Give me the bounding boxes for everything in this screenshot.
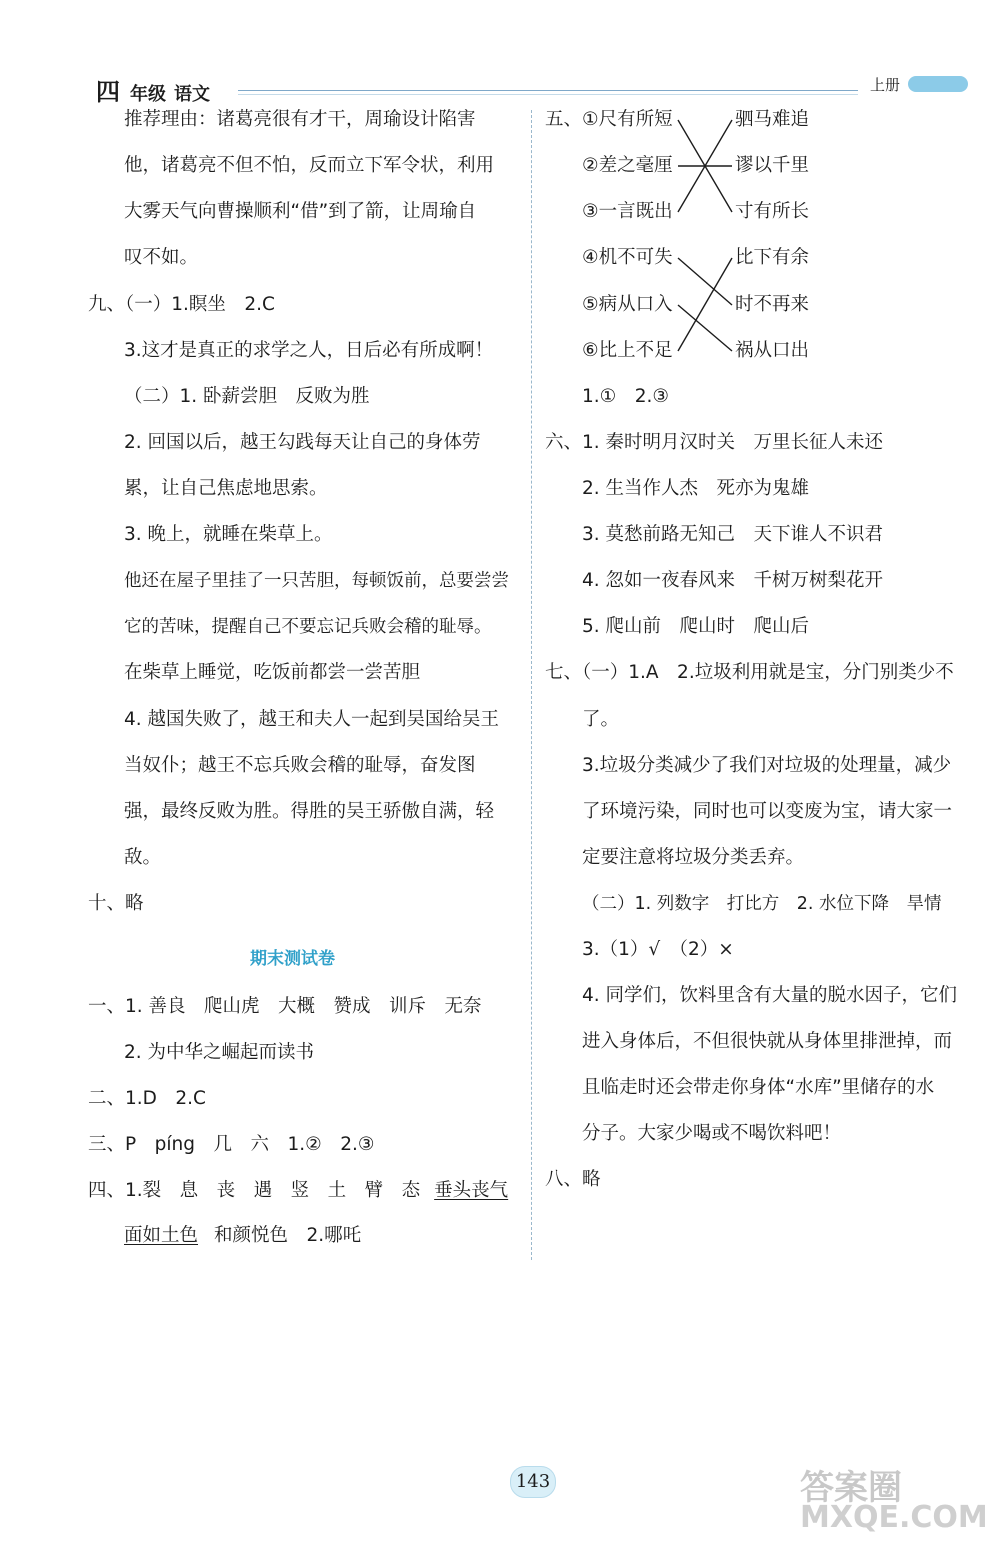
answer-line: 敌。 <box>124 847 162 868</box>
match-line <box>678 120 732 212</box>
answer-line: 3. 晚上，就睡在柴草上。 <box>124 524 333 545</box>
answer-line: 累，让自己焦虑地思索。 <box>124 478 328 499</box>
answer-line: 强，最终反败为胜。得胜的吴王骄傲自满，轻 <box>124 801 495 822</box>
answer-line: 3. 莫愁前路无知己 天下谁人不识君 <box>582 524 884 545</box>
match-line <box>678 258 732 305</box>
match-right-item: 时不再来 <box>735 294 810 315</box>
match-right-item: 寸有所长 <box>735 201 810 222</box>
header-grade <box>96 72 218 107</box>
grade-number: 四 <box>96 78 120 106</box>
match-right-item: 祸从口出 <box>735 340 810 361</box>
volume-label: 上册 <box>870 76 901 94</box>
answer-line: 推荐理由：诸葛亮很有才干，周瑜设计陷害 <box>124 109 476 130</box>
underlined-answer: 垂头丧气 <box>434 1180 509 1201</box>
answer-line <box>88 1179 508 1203</box>
answer-line: （二）1. 列数字 打比方 2. 水位下降 旱情 <box>582 894 942 914</box>
answer-line: （二）1. 卧薪尝胆 反败为胜 <box>124 386 370 407</box>
answer-line: 二、1.D 2.C <box>88 1088 206 1109</box>
grade-label: 年级 <box>130 84 166 105</box>
watermark-url: MXQE.COM <box>800 1500 988 1535</box>
match-right-item: 驷马难追 <box>735 109 810 130</box>
answer-text: 四、1.裂 息 丧 遇 竖 土 臂 态 <box>88 1180 421 1201</box>
match-left-item: ④机不可失 <box>582 247 673 268</box>
answer-line: 2. 回国以后，越王勾践每天让自己的身体劳 <box>124 432 481 453</box>
answer-line: 大雾天气向曹操顺利“借”到了箭，让周瑜自 <box>124 201 477 222</box>
answer-line: 他，诸葛亮不但不怕，反而立下军令状，利用 <box>124 155 495 176</box>
answer-line: 定要注意将垃圾分类丢弃。 <box>582 847 805 868</box>
header-rule <box>238 90 858 91</box>
underlined-answer: 面如土色 <box>124 1225 199 1246</box>
match-left-item: ③一言既出 <box>582 201 673 222</box>
answer-line: 七、（一）1.A 2.垃圾利用就是宝，分门别类少不 <box>545 662 954 683</box>
match-left-item: ⑥比上不足 <box>582 340 673 361</box>
header-badge-icon <box>908 76 968 92</box>
answer-line: 分子。大家少喝或不喝饮料吧！ <box>582 1123 842 1144</box>
matching-answer: 1.① 2.③ <box>582 386 669 407</box>
match-right-item: 比下有余 <box>735 247 810 268</box>
answer-line: 了。 <box>582 709 620 730</box>
answer-line: 4. 忽如一夜春风来 千树万树梨花开 <box>582 570 884 591</box>
subject-label: 语文 <box>174 84 210 105</box>
answer-line: 九、（一）1.瞑坐 2.C <box>88 294 275 315</box>
answer-line: 了环境污染，同时也可以变废为宝，请大家一 <box>582 801 953 822</box>
answer-line: 进入身体后，不但很快就从身体里排泄掉，而 <box>582 1031 953 1052</box>
answer-line: 当奴仆；越王不忘兵败会稽的耻辱，奋发图 <box>124 755 476 776</box>
match-left-item: ①尺有所短 <box>582 109 673 130</box>
answer-line: 十、略 <box>88 893 144 914</box>
answer-line: 2. 为中华之崛起而读书 <box>124 1042 315 1063</box>
match-line <box>678 258 732 351</box>
answer-line: 4. 越国失败了，越王和夫人一起到吴国给吴王 <box>124 709 500 730</box>
match-line <box>678 120 732 212</box>
section-title: 期末测试卷 <box>250 949 335 969</box>
match-line <box>678 305 732 351</box>
answer-line: 3.（1）√ （2）× <box>582 939 734 960</box>
match-left-item: ⑤病从口入 <box>582 294 673 315</box>
header-rule-secondary <box>238 94 858 95</box>
page-number: 143 <box>510 1466 556 1498</box>
match-right-item: 谬以千里 <box>735 155 810 176</box>
answer-line: 六、1. 秦时明月汉时关 万里长征人未还 <box>545 432 884 453</box>
matching-label: 五、 <box>545 109 583 130</box>
answer-line: 3.这才是真正的求学之人，日后必有所成啊！ <box>124 340 494 361</box>
answer-line: 4. 同学们，饮料里含有大量的脱水因子，它们 <box>582 985 958 1006</box>
answer-text: 和颜悦色 2.哪吒 <box>214 1225 362 1246</box>
answer-line: 三、P píng 几 六 1.② 2.③ <box>88 1134 375 1155</box>
answer-line: 八、略 <box>545 1169 601 1190</box>
answer-line <box>124 1224 361 1248</box>
match-left-item: ②差之毫厘 <box>582 155 673 176</box>
answer-line: 5. 爬山前 爬山时 爬山后 <box>582 616 810 637</box>
answer-line: 他还在屋子里挂了一只苦胆，每顿饭前，总要尝尝 <box>124 571 509 591</box>
answer-line: 且临走时还会带走你身体“水库”里储存的水 <box>582 1077 935 1098</box>
answer-line: 叹不如。 <box>124 247 199 268</box>
answer-line: 它的苦味，提醒自己不要忘记兵败会稽的耻辱。 <box>124 617 492 637</box>
answer-line: 在柴草上睡觉，吃饭前都尝一尝苦胆 <box>124 662 421 683</box>
answer-line: 3.垃圾分类减少了我们对垃圾的处理量，减少 <box>582 755 952 776</box>
column-divider <box>531 110 532 1260</box>
answer-line: 一、1. 善良 爬山虎 大概 赞成 训斥 无奈 <box>88 996 482 1017</box>
answer-line: 2. 生当作人杰 死亦为鬼雄 <box>582 478 810 499</box>
watermark-logo: 答案圈 <box>800 1468 902 1508</box>
